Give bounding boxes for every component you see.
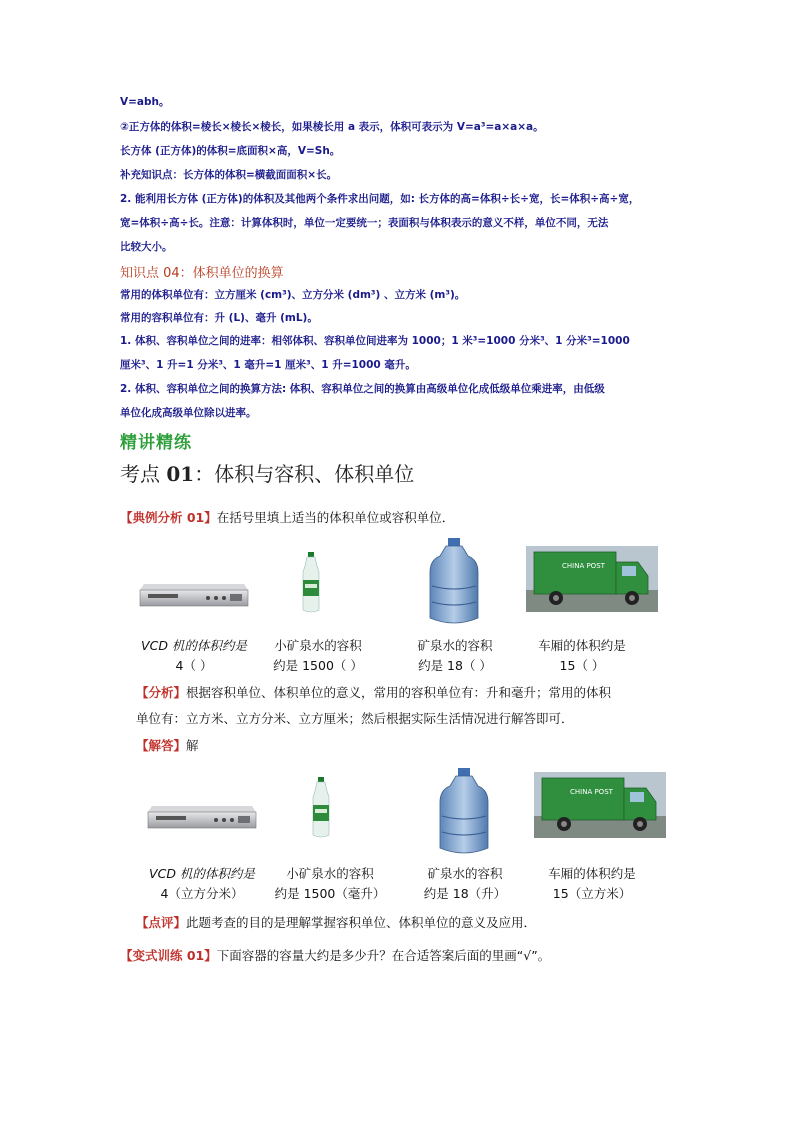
post-truck-image <box>534 772 666 838</box>
analysis-line-1 <box>136 680 611 705</box>
truck-logo-text: CHINA POST <box>562 562 605 570</box>
practice-text: 下面容器的容量大约是多少升？在合适答案后面的里画“√”。 <box>216 948 551 963</box>
question-caption-jug <box>400 636 510 676</box>
small-water-bottle-image <box>308 776 334 840</box>
answer-caption-small-bottle <box>270 864 390 904</box>
knowledge-heading: 知识点 04：体积单位的换算 <box>120 266 284 281</box>
knowledge-line-4: 厘米³、1 升=1 分米³、1 毫升=1 厘米³、1 升=1000 毫升。 <box>120 359 416 371</box>
question-caption-small-bottle-line1: 小矿泉水的容积 <box>274 638 362 653</box>
answer-tag: 【解答】 <box>136 738 187 753</box>
example-line <box>120 508 454 526</box>
comment-tag: 【点评】 <box>136 915 187 930</box>
formula-line-4: 补充知识点：长方体的体积=横截面面积×长。 <box>120 169 338 181</box>
small-water-bottle-image <box>298 552 324 614</box>
answer-caption-truck-line2: 15（立方米） <box>552 886 632 901</box>
answer-caption-jug-line2: 约是 18（升） <box>423 886 507 901</box>
section-green-title: 精讲精练 <box>120 433 192 453</box>
kaodian-rest: ：体积与容积、体积单位 <box>194 462 415 486</box>
practice-tag: 【变式训练 01】 <box>120 948 217 963</box>
example-text: 在括号里填上适当的体积单位或容积单位． <box>216 510 455 525</box>
formula-line-6: 宽=体积÷高÷长。注意：计算体积时，单位一定要统一；表面积与体积表示的意义不样，单位不同，无法 <box>120 217 609 229</box>
practice-line <box>120 946 550 964</box>
vcd-player-image <box>146 802 258 832</box>
post-truck-image <box>526 546 658 612</box>
comment-text: 此题考查的目的是理解掌握容积单位、体积单位的意义及应用． <box>186 915 537 930</box>
answer-picture-row <box>138 768 658 908</box>
kaodian-title <box>120 458 414 487</box>
kaodian-number: 01 <box>166 462 195 486</box>
question-caption-vcd-line2: 4（ ） <box>175 658 213 673</box>
large-water-jug-image <box>438 768 490 856</box>
answer-text: 解 <box>186 738 199 753</box>
question-caption-vcd <box>134 636 254 676</box>
answer-caption-truck <box>534 864 650 904</box>
knowledge-line-1: 常用的体积单位有：立方厘米 (cm³)、立方分米 (dm³) 、立方米 (m³)。 <box>120 289 466 301</box>
answer-caption-truck-line1: 车厢的体积约是 <box>548 866 636 881</box>
kaodian-prefix: 考点 <box>120 462 167 486</box>
answer-caption-small-bottle-line1: 小矿泉水的容积 <box>286 866 374 881</box>
knowledge-line-5: 2. 体积、容积单位之间的换算方法: 体积、容积单位之间的换算由高级单位化成低级单位乘进率，由低级 <box>120 383 605 395</box>
large-water-jug-image <box>428 538 480 626</box>
answer-caption-jug-line1: 矿泉水的容积 <box>427 866 503 881</box>
question-caption-jug-line2: 约是 18（ ） <box>418 658 492 673</box>
answer-caption-vcd-line1: VCD 机的体积约是 <box>149 866 255 881</box>
answer-caption-small-bottle-line2: 约是 1500（毫升） <box>274 886 386 901</box>
answer-line <box>136 733 199 758</box>
knowledge-line-2: 常用的容积单位有：升 (L)、毫升 (mL)。 <box>120 312 318 324</box>
question-caption-vcd-line1: VCD 机的体积约是 <box>141 638 247 653</box>
formula-line-5: 2. 能利用长方体 (正方体)的体积及其他两个条件求出问题，如: 长方体的高=体积÷长÷宽，长=体积÷高÷宽， <box>120 193 640 205</box>
comment-line <box>136 910 536 935</box>
question-caption-small-bottle-line2: 约是 1500（ ） <box>273 658 363 673</box>
formula-line-7: 比较大小。 <box>120 241 173 253</box>
truck-logo-text: CHINA POST <box>570 788 613 796</box>
answer-caption-vcd <box>142 864 262 904</box>
analysis-tag: 【分析】 <box>136 685 187 700</box>
question-picture-row <box>138 538 658 678</box>
answer-caption-jug <box>410 864 520 904</box>
formula-line-1: V=abh。 <box>120 96 170 108</box>
formula-line-3: 长方体 (正方体)的体积=底面积×高，V=Sh。 <box>120 145 341 157</box>
question-caption-truck-line1: 车厢的体积约是 <box>538 638 626 653</box>
formula-line-2: ②正方体的体积=棱长×棱长×棱长，如果棱长用 a 表示，体积可表示为 V=a³=a×a×a。 <box>120 121 544 133</box>
knowledge-line-6: 单位化成高级单位除以进率。 <box>120 407 257 419</box>
analysis-line-2: 单位有：立方米、立方分米、立方厘米；然后根据实际生活情况进行解答即可． <box>136 711 574 726</box>
knowledge-line-3: 1. 体积、容积单位之间的进率：相邻体积、容积单位间进率为 1000；1 米³=1000 分米³、1 分米³=1000 <box>120 335 630 347</box>
vcd-player-image <box>138 580 250 610</box>
question-caption-truck <box>524 636 640 676</box>
answer-caption-vcd-line2: 4（立方分米） <box>160 886 244 901</box>
question-caption-small-bottle <box>258 636 378 676</box>
analysis-text-1: 根据容积单位、体积单位的意义，常用的容积单位有：升和毫升；常用的体积 <box>186 685 612 700</box>
example-tag: 【典例分析 01】 <box>120 510 217 525</box>
question-caption-truck-line2: 15（ ） <box>559 658 605 673</box>
question-caption-jug-line1: 矿泉水的容积 <box>417 638 493 653</box>
